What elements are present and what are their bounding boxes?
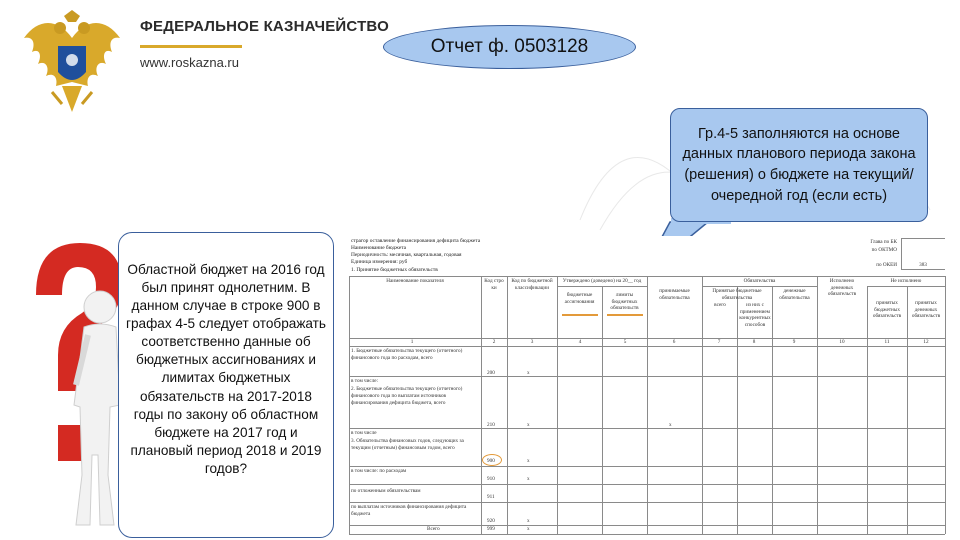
column-number: 4 <box>578 339 582 345</box>
column-header: из них с применением конкурентных способов <box>739 302 771 328</box>
column-header: Код по бюджетной классификации <box>511 278 553 291</box>
form-row-label: по отложенным обязательствам <box>351 488 421 494</box>
report-form-scan: страгор оставление финансирования дефицита бюджета Наименование бюджета Периодичность: месячная, квартальная, годовая Единица измерения: руб 1. Принятие бюджетных обязательств Глава по БК по ОКТМО по ОКЕИ 383 Наименование показателя Код стро ки Код по бюджетной классификации Утверждено (доведено) на 20__ год бюджетные ассигнования лимиты бюджетных обязательств принимаемые обязательства Обязательства Принятые бюджетные обязательства денежные обязательства Исполнено денежных обязательств Не исполнено принятых бюджетных обязательств принятых денежных обязательств всего из них с применением конкурентных способов 1 2 3 4 5 6 7 8 9 10 11 12 1. Бюджетные обязательства текущего (отчетного) финансового года по расходам, всего 200 х в том числе: 2. Бюджетные обязательства текущего (отчетного) финансового года по выплатам источников финансирования дефицита бюджета, всего 210 х х в том числе 3. Обязательства финансовых годов, следующих за текущим (отчетным) финансовым годом, всего 900 х в том числе: по расходам 910 х по отложенным обязательствам 911 по выплатам источников финансирования дефицита бюджета 920 х Всего 999 х <box>347 236 947 536</box>
column-number: 3 <box>530 339 534 345</box>
double-headed-eagle-emblem-icon <box>18 8 126 120</box>
organization-website: www.roskazna.ru <box>140 55 239 70</box>
column-header: Код стро ки <box>484 278 504 291</box>
form-code-value: 383 <box>919 262 927 268</box>
column-number: 5 <box>623 339 627 345</box>
column-header: всего <box>714 302 726 308</box>
callout-left-text: Областной бюджет на 2016 год был принят однолетним. В данном случае в строке 900 в графах 4-5 следует отображать соответственно данные об бюджетных ассигнованиях и лимитах бюджетных обязательств на 2017-2018 годы по закону об областном бюджете на 2017 год и плановый период 2018 и 2019 годов? <box>126 262 326 476</box>
form-row-label: 1. Бюджетные обязательства текущего (отчетного) финансового года по расходам, всего <box>351 348 463 361</box>
column-number: 9 <box>792 339 796 345</box>
column-header: Исполнено денежных обязательств <box>827 278 857 297</box>
form-row-label: 3. Обязательства финансовых годов, следующих за текущим (отчетным) финансовым годом, всего <box>351 438 464 451</box>
form-row-mark: х <box>527 476 530 482</box>
column-number: 2 <box>492 339 496 345</box>
form-row-code: 911 <box>487 494 495 500</box>
column-header: денежные обязательства <box>779 288 810 301</box>
column-header: Обязательства <box>743 278 776 284</box>
form-row-label: в том числе <box>351 430 377 436</box>
form-header-line: Периодичность: месячная, квартальная, годовая <box>351 252 462 258</box>
form-row-code: 910 <box>487 476 495 482</box>
form-row-label: в том числе: по расходам <box>351 468 407 474</box>
form-row-code: 200 <box>487 370 495 376</box>
column-number: 6 <box>672 339 676 345</box>
row-900-highlight <box>482 454 502 466</box>
form-section-title: 1. Принятие бюджетных обязательств <box>351 267 438 273</box>
form-header-line: Наименование бюджета <box>351 245 407 251</box>
form-row-mark: х <box>527 370 530 376</box>
column-number: 8 <box>752 339 756 345</box>
form-row-code: 999 <box>487 526 495 532</box>
column-header: Наименование показателя <box>386 278 444 284</box>
form-header-line: страгор оставление финансирования дефицита бюджета <box>351 238 481 244</box>
column-header: принимаемые обязательства <box>659 288 690 301</box>
column-number: 11 <box>884 339 890 345</box>
form-row-code: 900 <box>487 458 495 464</box>
form-row-code: 920 <box>487 518 495 524</box>
form-row-mark: х <box>527 518 530 524</box>
column-header: принятых денежных обязательств <box>911 300 941 319</box>
form-row-code: 210 <box>487 422 495 428</box>
form-row-label: по выплатам источников финансирования дефицита бюджета <box>351 504 467 517</box>
callout-right <box>670 108 928 222</box>
column-header: Принятые бюджетные обязательства <box>712 288 762 301</box>
column-header: лимиты бюджетных обязательств <box>610 292 639 311</box>
form-row-label: Всего <box>427 526 440 532</box>
form-row-mark: х <box>527 526 530 532</box>
slide-title: Отчет ф. 0503128 <box>383 25 636 69</box>
form-code-label: по ОКТМО <box>871 247 897 253</box>
column-number: 1 <box>410 339 414 345</box>
column-header: принятых бюджетных обязательств <box>872 300 902 319</box>
column-number: 7 <box>717 339 721 345</box>
form-row-label: 2. Бюджетные обязательства текущего (отчетного) финансового года по выплатам источников финансирования дефицита бюджета, всего <box>351 386 463 406</box>
column-header: Утверждено (доведено) на 20__ год <box>562 278 642 284</box>
form-header-line: Единица измерения: руб <box>351 259 408 265</box>
header-divider <box>140 45 242 48</box>
organization-name: ФЕДЕРАЛЬНОЕ КАЗНАЧЕЙСТВО <box>140 18 389 35</box>
form-row-label: в том числе: <box>351 378 379 384</box>
question-mark-icon <box>22 235 132 535</box>
form-row-mark: х <box>527 422 530 428</box>
form-code-label: Глава по БК <box>870 239 897 245</box>
column-header: Не исполнено <box>890 278 922 284</box>
form-row-mark: х <box>527 458 530 464</box>
callout-right-text: Гр.4-5 заполняются на основе данных планового периода закона (решения) о бюджете на текущий/очередной год (если есть) <box>682 125 916 204</box>
column-header: бюджетные ассигнования <box>564 292 595 305</box>
column-number: 12 <box>923 339 929 345</box>
form-code-label: по ОКЕИ <box>876 262 897 268</box>
column-number: 10 <box>839 339 845 345</box>
callout-left <box>118 232 334 538</box>
